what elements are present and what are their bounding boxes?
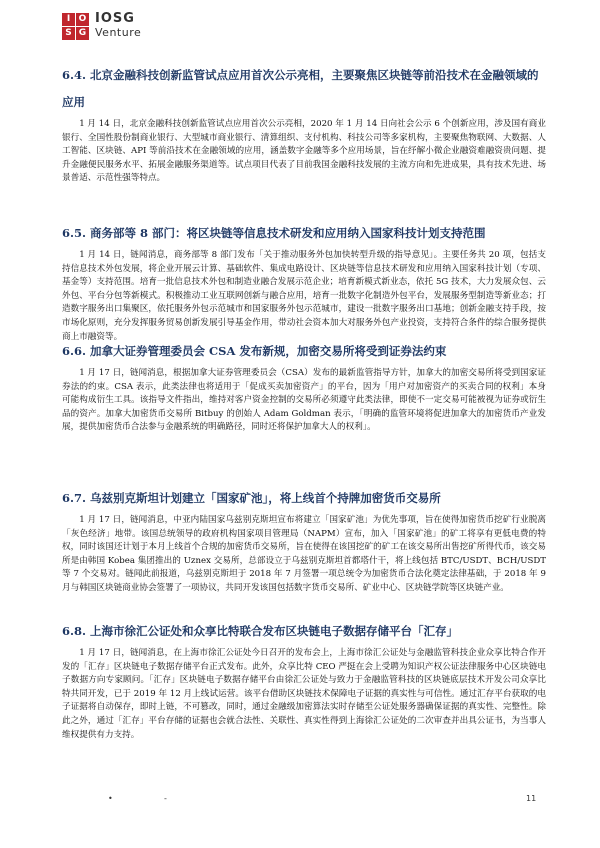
section-heading: 6.4. 北京金融科技创新监管试点应用首次公示亮相，主要聚焦区块链等前沿技术在金融领域的应用	[62, 68, 539, 109]
section-6-6	[62, 338, 546, 435]
logo-letter: G	[76, 27, 89, 40]
logo-letter: I	[62, 13, 75, 26]
logo-line-1: IOSG	[95, 11, 135, 26]
section-body: 1 月 17 日，链闻消息，中亚内陆国家乌兹别克斯坦宣布将建立「国家矿池」为优先事项，旨在使得加密货币挖矿行业脱离「灰色经济」地带。该国总统领导的政府机构国家项目管理局（NAPM）宣布，加入「国家矿池」的矿工将享有更低电费的特权，同时该国还计划于本月上线首个合规的加密货币交易所，旨在使得在该国挖矿的矿工在该交易所出售挖矿所得代币，该交易所是由韩国 Kobea 集团推出的 Uznex 交易所，总部设立于乌兹别克斯坦首都塔什干，将上线包括 BTC/USDT、BCH/USDT 等 7 个交易对。链闻此前报道，乌兹别克斯坦于 2018 年 7 月签署一项总统令为加密货币合法化奠定法律基础，于 2018 年 9 月与韩国区块链商业协会签署了一项协议，共同开发该国包括数字货币交易所、矿业中心、区块链学院等区块链产业。	[62, 515, 546, 593]
page-number: 11	[526, 794, 537, 803]
section-6-7	[62, 485, 546, 596]
section-6-5	[62, 220, 546, 344]
footer-mark: -	[164, 794, 167, 803]
logo-mark	[62, 13, 89, 40]
page-footer	[0, 792, 600, 812]
section-heading: 6.7. 乌兹别克斯坦计划建立「国家矿池」，将上线首个持牌加密货币交易所	[62, 491, 441, 505]
section-6-8	[62, 618, 546, 742]
section-body: 1 月 14 日，链闻消息，商务部等 8 部门发布「关于推动服务外包加快转型升级的指导意见」。主要任务共 20 项，包括支持信息技术外包发展，将企业开展云计算、基础软件、集成电路设计、区块链等信息技术研发和应用纳入国家科技计划（专项、基金等）支持范围。培育一批信息技术外包和制造业融合发展示范企业；培育新模式新业态，依托 5G 技术，大力发展众包、云外包、平台分包等新模式。积极推动工业互联网创新与融合应用，培育一批数字化制造外包平台，发展服务型制造等新业态；打造数字服务出口集聚区，依托服务外包示范城市和国家服务外包示范城市，建设一批数字服务出口基地；创新金融支持手段，按市场化原则，充分发挥服务贸易创新发展引导基金作用，带动社会资本加大对服务外包产业投资，支持符合条件的综合服务提供商上市融资等。	[62, 250, 546, 342]
logo-letter: S	[62, 27, 75, 40]
logo-wordmark	[95, 12, 141, 40]
section-body: 1 月 17 日，链闻消息，在上海市徐汇公证处今日召开的发布会上，上海市徐汇公证处与金融监管科技企业众享比特合作开发的「汇存」区块链电子数据存储平台正式发布。此外，众享比特 CEO 严挺在会上受聘为知识产权公证法律服务中心区块链电子数据方向专家顾问。「汇存」区块链电子数据存储平台由徐汇公证处与致力于金融监管科技的区块链底层技术开发公司众享比特共同开发，已于 2019 年 12 月上线试运营。该平台借助区块链技术保障电子证据的真实性与可信性。通过汇存平台获取的电子证据将自动保存，即时上链，不可篡改，同时，通过金融级加密算法实时存储至公证处服务器确保证据的真实性、完整性。除此之外，通过「汇存」平台存储的证据也会就合法性、关联性、真实性得到上海徐汇公证处的二次审查并出具公证书，为当事人维权提供有力支持。	[62, 648, 546, 740]
footer-mark: •	[108, 794, 113, 803]
section-6-4	[62, 62, 546, 186]
section-heading: 6.5. 商务部等 8 部门：将区块链等信息技术研发和应用纳入国家科技计划支持范围	[62, 226, 486, 240]
section-heading: 6.8. 上海市徐汇公证处和众享比特联合发布区块链电子数据存储平台「汇存」	[62, 624, 459, 638]
logo-line-2: Venture	[95, 26, 142, 39]
iosg-logo	[62, 12, 141, 40]
section-heading: 6.6. 加拿大证券管理委员会 CSA 发布新规，加密交易所将受到证券法约束	[62, 344, 447, 358]
section-body: 1 月 14 日，北京金融科技创新监管试点应用首次公示亮相，2020 年 1 月 14 日向社会公示 6 个创新应用，涉及国有商业银行、全国性股份制商业银行、大型城市商业银行、清算组织、支付机构、科技公司等多家机构，主要聚焦物联网、大数据、人工智能、区块链、API 等前沿技术在金融领域的应用，涵盖数字金融等多个应用场景，旨在纾解小微企业融资难融资贵问题、提升金融便民服务水平、拓展金融服务渠道等。试点项目代表了目前我国金融科技发展的主流方向和先进成果，具有技术先进、场景普适、示范性强等特点。	[62, 119, 546, 184]
logo-letter: O	[76, 13, 89, 26]
section-body: 1 月 17 日，链闻消息，根据加拿大证券管理委员会（CSA）发布的最新监管指导方针，加拿大的加密交易所将受到国家证券法的约束。CSA 表示，此类法律也将适用于「促成买卖加密资产」的平台，因为「用户对加密资产的买卖合同的权利」本身可能构成衍生工具。该指导文件指出，维持对客户资金控制的交易所必须遵守此类法律，即使不一定交易可能被视为证券或衍生品的资产。加拿大加密货币交易所 Bitbuy 的创始人 Adam Goldman 表示，「明确的监管环境将促进加拿大的加密货币产业发展，提供加密货币合法参与金融系统的明确路径，同时还将保护加拿大人的权利」。	[62, 368, 546, 433]
